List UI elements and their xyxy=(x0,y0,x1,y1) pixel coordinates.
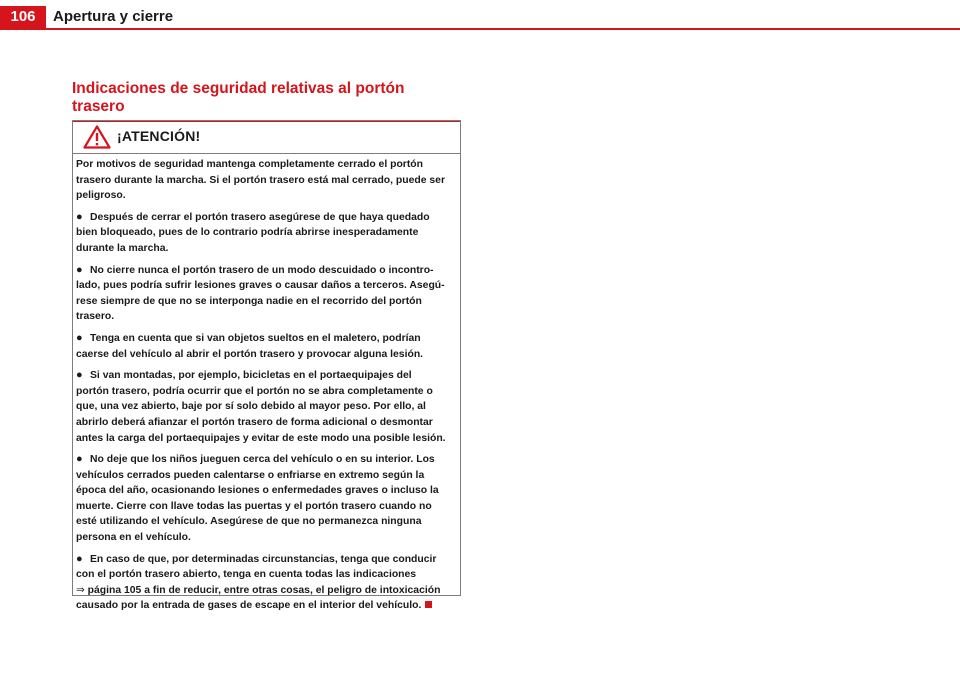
bullet-icon: ● xyxy=(76,331,83,344)
text-line: vehículos cerrados pueden calentarse o enfriarse en extremo según la xyxy=(76,469,425,481)
chapter-title: Apertura y cierre xyxy=(53,8,174,25)
text-line: abrirlo deberá afianzar el portón trasero de forma adicional o desmontar xyxy=(76,416,433,428)
text-line: trasero. xyxy=(76,311,115,323)
text-line: persona en el vehículo. xyxy=(76,532,191,544)
section-title: Indicaciones de seguridad relativas al portón trasero xyxy=(72,80,461,122)
text-line: portón trasero, podría ocurrir que el portón no se abra completamente o xyxy=(76,385,433,397)
bullet-item xyxy=(76,331,455,362)
warning-box xyxy=(72,120,461,612)
text-line: En caso de que, por determinadas circunstancias, tenga que conducir xyxy=(90,553,437,565)
cross-reference-link[interactable]: página 105 a fin de reducir, entre otras cosas, el peligro de intoxicación xyxy=(87,584,441,596)
text-line: muerte. Cierre con llave todas las puertas y el portón trasero cuando no xyxy=(76,500,432,512)
warning-intro xyxy=(76,157,455,204)
bullet-icon: ● xyxy=(76,210,83,223)
page-number: 106 xyxy=(0,6,46,28)
text-line: rese siempre de que no se interponga nadie en el recorrido del portón xyxy=(76,295,422,307)
text-line: bien bloqueado, pues de lo contrario podría abrirse inesperadamente xyxy=(76,227,419,239)
text-line: Después de cerrar el portón trasero asegúrese de que haya quedado xyxy=(90,211,430,223)
bullet-icon: ● xyxy=(76,263,83,276)
warning-header xyxy=(73,121,460,154)
bullet-item xyxy=(76,552,455,614)
text-line: época del año, ocasionando lesiones o enfermedades graves o incluso la xyxy=(76,485,439,497)
end-of-section-marker-icon xyxy=(425,601,432,608)
text-line: que, una vez abierto, baje por sí solo debido al mayor peso. Por ello, al xyxy=(76,401,426,413)
text-line: esté utilizando el vehículo. Asegúrese de que no permanezca ninguna xyxy=(76,516,422,528)
bullet-item xyxy=(76,263,455,325)
bullet-icon: ● xyxy=(76,369,83,382)
text-line: causado por la entrada de gases de escape en el interior del vehículo. xyxy=(76,600,422,612)
text-line: durante la marcha. xyxy=(76,242,169,254)
warning-triangle-icon xyxy=(83,125,111,149)
text-line: con el portón trasero abierto, tenga en cuenta todas las indicaciones xyxy=(76,569,417,581)
bullet-icon: ● xyxy=(76,552,83,565)
bullet-icon: ● xyxy=(76,453,83,466)
cross-reference-arrow-icon: ⇒ xyxy=(76,584,85,596)
text-line: peligroso. xyxy=(76,190,126,202)
text-line: No cierre nunca el portón trasero de un modo descuidado o incontro- xyxy=(90,264,434,276)
warning-title: ¡ATENCIÓN! xyxy=(117,128,201,144)
text-line: caerse del vehículo al abrir el portón trasero y provocar alguna lesión. xyxy=(76,348,424,360)
text-line: Si van montadas, por ejemplo, bicicletas en el portaequipajes del xyxy=(90,370,412,382)
bullet-item xyxy=(76,452,455,546)
page-header xyxy=(0,0,960,32)
text-line: antes la carga del portaequipajes y evitar de este modo una posible lesión. xyxy=(76,432,446,444)
text-line: Por motivos de seguridad mantenga completamente cerrado el portón xyxy=(76,159,424,170)
text-line: trasero durante la marcha. Si el portón trasero está mal cerrado, puede ser xyxy=(76,174,446,186)
bullet-item xyxy=(76,210,455,257)
text-line: lado, pues podría sufrir lesiones graves o causar daños a terceros. Asegú- xyxy=(76,280,445,292)
header-rule xyxy=(0,28,960,30)
text-line: Tenga en cuenta que si van objetos sueltos en el maletero, podrían xyxy=(90,332,421,344)
warning-body xyxy=(73,154,460,614)
text-line: No deje que los niños jueguen cerca del vehículo o en su interior. Los xyxy=(90,454,435,466)
bullet-item xyxy=(76,368,455,446)
